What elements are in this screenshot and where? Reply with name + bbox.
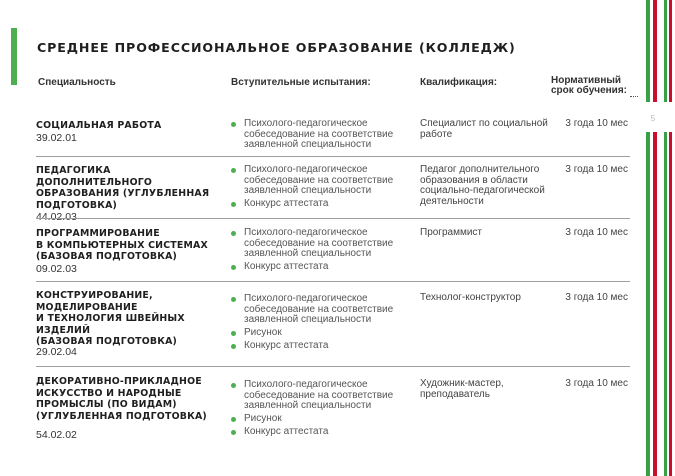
header-exams: Вступительные испытания: <box>231 77 371 88</box>
specialty-line: (БАЗОВАЯ ПОДГОТОВКА) <box>36 336 178 347</box>
qualification: Педагог дополнительного образования в области социально-педагогической деятельности <box>420 164 545 207</box>
study-term: 3 года 10 мес <box>565 164 628 175</box>
study-term: 3 года 10 мес <box>565 292 628 303</box>
specialty-line: ПЕДАГОГИКА ДОПОЛНИТЕЛЬНОГО <box>36 165 153 188</box>
specialty-name <box>36 120 226 144</box>
table-row <box>36 119 630 153</box>
qualification: Программист <box>420 227 482 238</box>
exam-list <box>230 119 415 153</box>
qualification: Технолог-конструктор <box>420 292 521 303</box>
decor-stripe-green <box>646 0 650 476</box>
table-row <box>36 376 630 446</box>
study-term: 3 года 10 мес <box>565 378 628 389</box>
specialty-line: ОБРАЗОВАНИЯ (УГЛУБЛЕННАЯ <box>36 188 210 199</box>
table-row <box>36 164 630 223</box>
specialty-line: КОНСТРУИРОВАНИЕ, <box>36 290 153 301</box>
exam-item: Психолого-педагогическое собеседование на соответствие заявленной специальности <box>230 119 415 151</box>
specialty-name <box>36 228 226 275</box>
specialty-line: ПРОГРАММИРОВАНИЕ <box>36 228 160 239</box>
specialty-line: ИСКУССТВО И НАРОДНЫЕ <box>36 387 182 399</box>
exam-item: Психолого-педагогическое собеседование на соответствие заявленной специальности <box>230 165 415 197</box>
exam-list <box>230 294 415 354</box>
exam-item: Конкурс аттестата <box>230 262 415 273</box>
row-divider <box>36 281 630 282</box>
specialty-line: МОДЕЛИРОВАНИЕ <box>36 301 138 313</box>
header-qualification: Квалификация: <box>420 77 498 88</box>
specialty-code: 44.02.03 <box>36 211 77 223</box>
page-number: 5 <box>650 114 656 123</box>
specialty-name <box>36 376 226 442</box>
row-divider <box>36 366 630 367</box>
exam-item: Рисунок <box>230 328 415 339</box>
specialty-line: ИЗДЕЛИЙ <box>36 324 91 336</box>
study-term: 3 года 10 мес <box>565 118 628 129</box>
header-term-line1: Нормативный <box>551 75 622 86</box>
specialty-code: 09.02.03 <box>36 262 77 275</box>
row-divider <box>36 156 630 157</box>
table-row <box>36 228 630 273</box>
exam-list <box>230 228 415 275</box>
decor-stripe-red-thin <box>669 0 672 476</box>
specialty-line: И ТЕХНОЛОГИЯ ШВЕЙНЫХ <box>36 313 185 324</box>
exam-item: Психолого-педагогическое собеседование на соответствие заявленной специальности <box>230 380 415 412</box>
specialty-line: СОЦИАЛЬНАЯ РАБОТА <box>36 120 162 131</box>
study-term: 3 года 10 мес <box>565 227 628 238</box>
qualification: Специалист по социальной работе <box>420 118 548 140</box>
exam-item: Конкурс аттестата <box>230 427 415 438</box>
qualification: Художник-мастер, преподаватель <box>420 378 504 400</box>
specialty-line: (УГЛУБЛЕННАЯ ПОДГОТОВКА) <box>36 410 207 422</box>
header-dotted-rule <box>630 96 638 97</box>
table-row <box>36 290 630 358</box>
header-term-line2: срок обучения: <box>551 85 627 96</box>
decor-stripe-red <box>653 0 657 476</box>
page-title: СРЕДНЕЕ ПРОФЕССИОНАЛЬНОЕ ОБРАЗОВАНИЕ (КОЛЛЕДЖ) <box>37 40 516 55</box>
exam-item: Рисунок <box>230 414 415 425</box>
specialty-line: ДЕКОРАТИВНО-ПРИКЛАДНОЕ <box>36 376 202 387</box>
exam-item: Конкурс аттестата <box>230 341 415 352</box>
exam-item: Конкурс аттестата <box>230 199 415 210</box>
decor-stripe-green-thin <box>664 0 667 476</box>
specialty-line: В КОМПЬЮТЕРНЫХ СИСТЕМАХ <box>36 239 208 251</box>
header-specialty: Специальность <box>38 77 116 88</box>
exam-item: Психолого-педагогическое собеседование на соответствие заявленной специальности <box>230 294 415 326</box>
specialty-name <box>36 290 226 358</box>
exam-item: Психолого-педагогическое собеседование на соответствие заявленной специальности <box>230 228 415 260</box>
exam-list <box>230 165 415 212</box>
row-divider <box>36 218 630 219</box>
specialty-name <box>36 165 226 224</box>
specialty-line: ПРОМЫСЛЫ (ПО ВИДАМ) <box>36 399 177 410</box>
specialty-code: 54.02.02 <box>36 429 77 441</box>
exam-list <box>230 380 415 440</box>
specialty-line: (БАЗОВАЯ ПОДГОТОВКА) <box>36 251 178 262</box>
header-term <box>551 76 627 96</box>
specialty-code: 39.02.01 <box>36 131 77 144</box>
specialty-line: ПОДГОТОВКА) <box>36 199 118 211</box>
title-accent-bar <box>11 28 17 85</box>
specialty-code: 29.02.04 <box>36 345 77 358</box>
